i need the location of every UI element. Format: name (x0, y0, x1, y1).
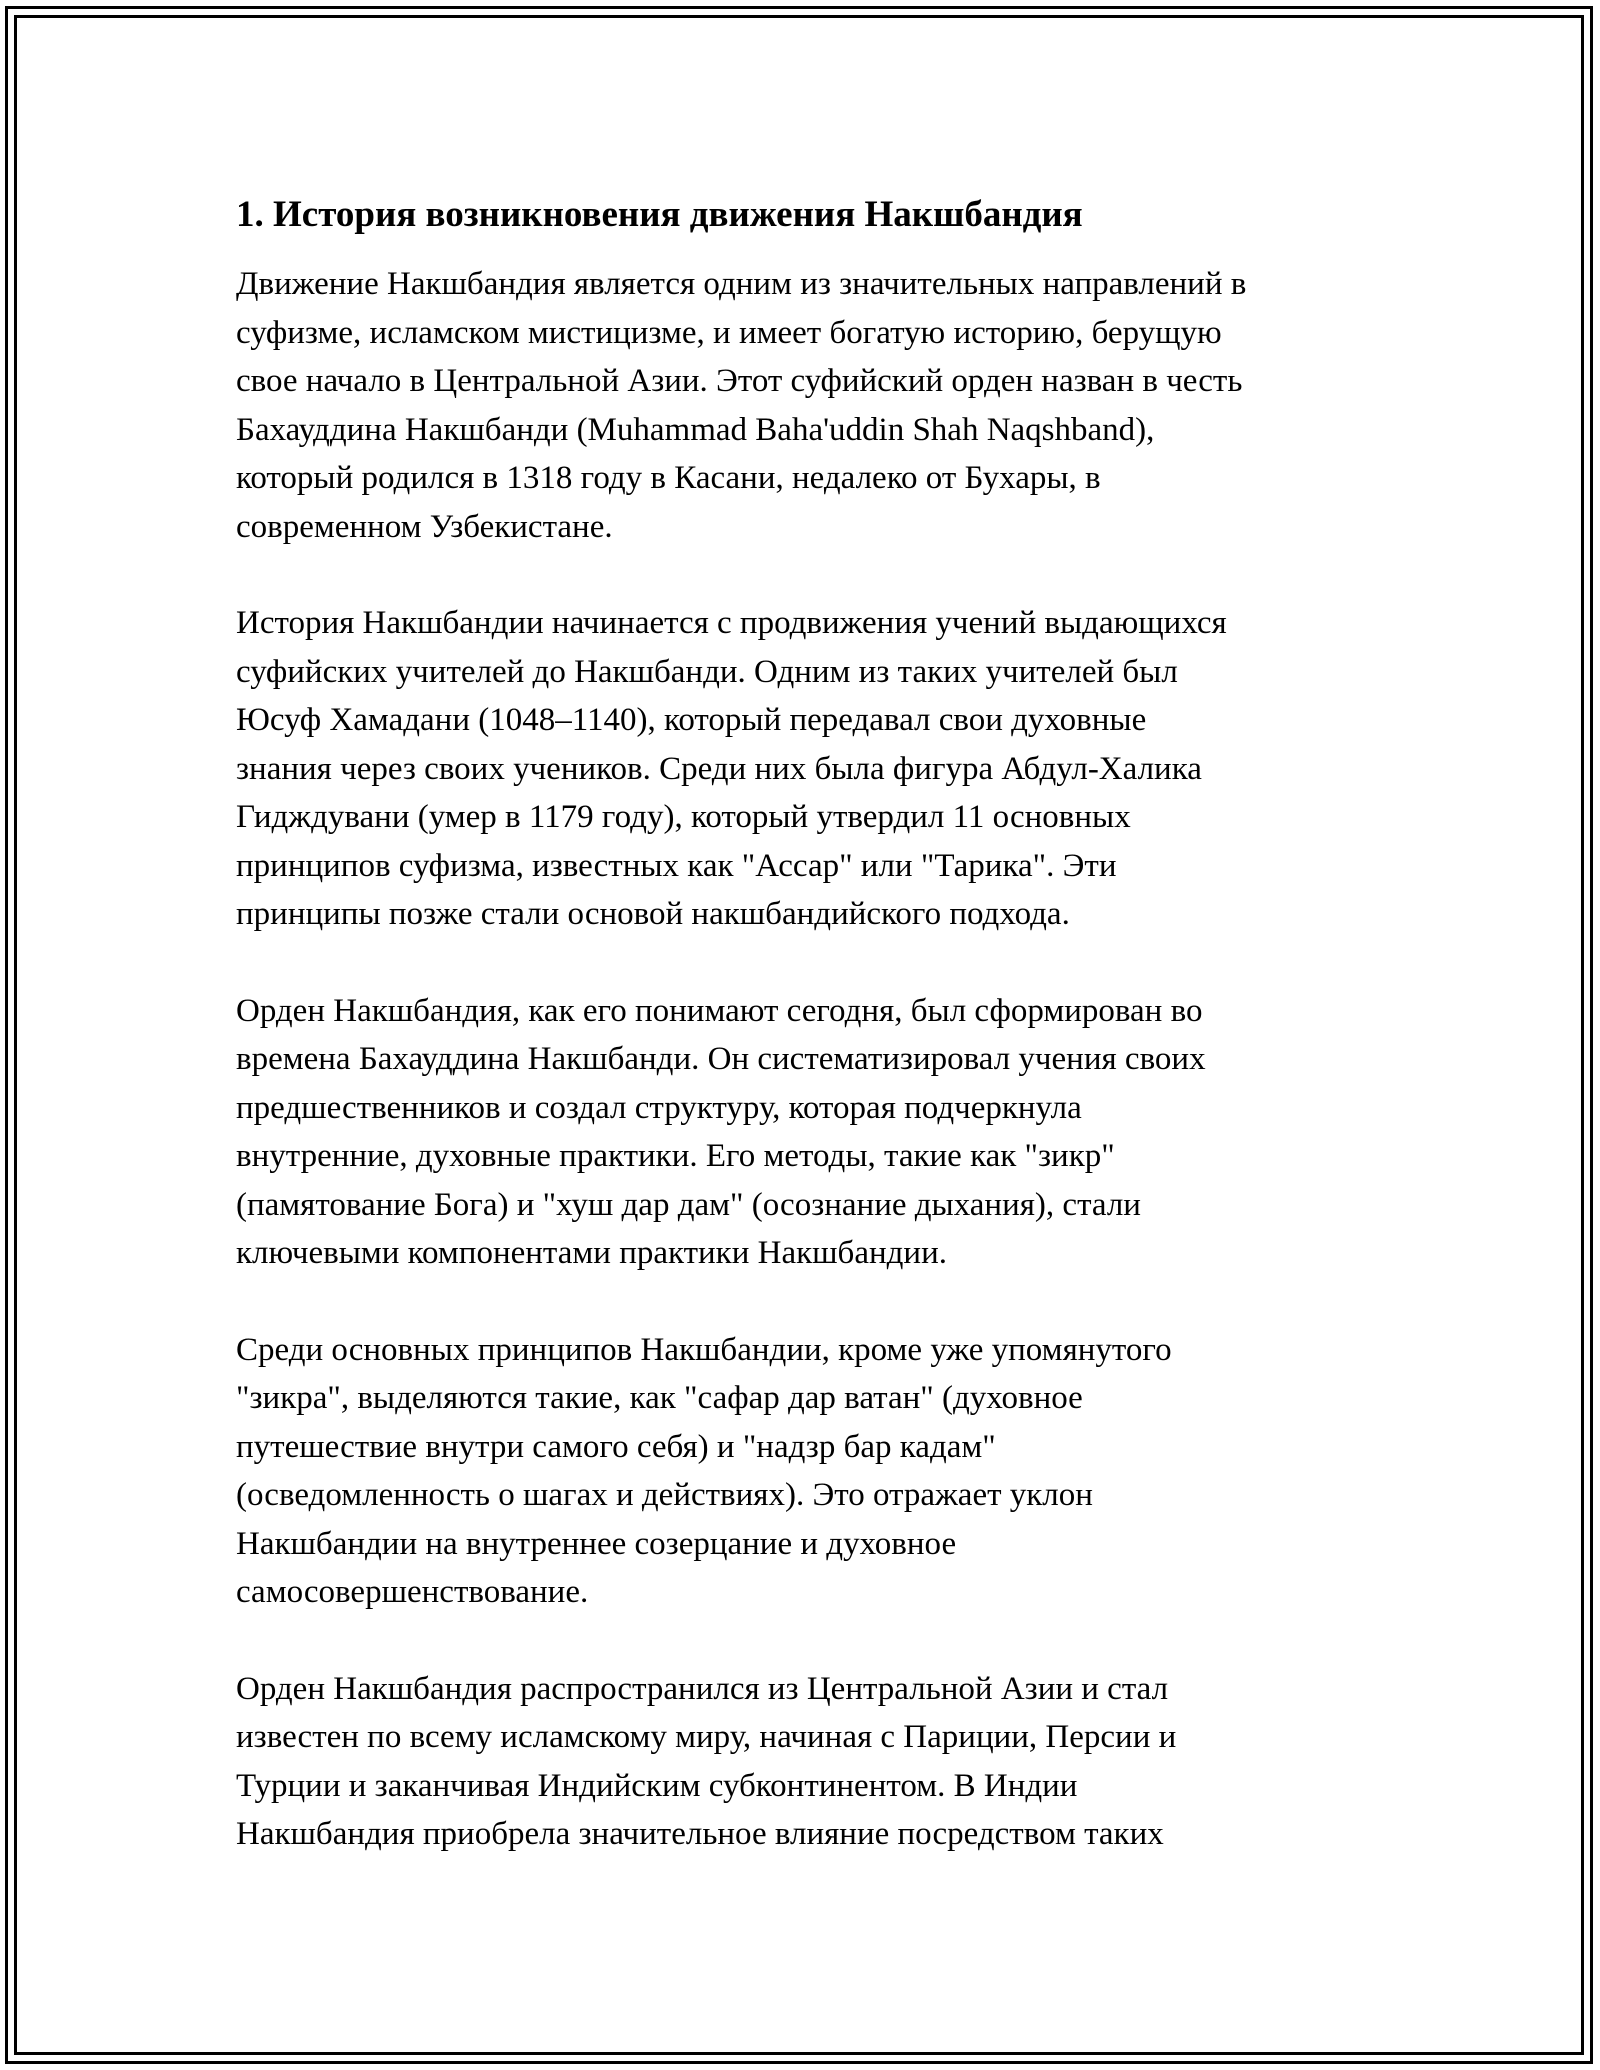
text-line: принципов суфизма, известных как "Ассар" или "Тарика". Эти (236, 847, 1117, 884)
text-line: Бахауддина Накшбанди (Muhammad Baha'uddin Shah Naqshband), (236, 411, 1155, 448)
text-line: (осведомленность о шагах и действиях). Это отражает уклон (236, 1477, 1093, 1513)
text-line: свое начало в Центральной Азии. Этот суфийский орден назван в честь (236, 363, 1243, 399)
text-line: знания через своих учеников. Среди них была фигура Абдул-Халика (236, 750, 1202, 787)
text-line: предшественников и создал структуру, которая подчеркнула (236, 1089, 1082, 1126)
text-line: Накшбандия приобрела значительное влияние посредством таких (236, 1816, 1164, 1852)
text-line: Среди основных принципов Накшбандии, кроме уже упомянутого (236, 1331, 1172, 1368)
paragraph-3 (236, 987, 1396, 1278)
text-line: Орден Накшбандия, как его понимают сегодня, был сформирован во (236, 992, 1203, 1029)
text-line: Движение Накшбандия является одним из значительных направлений в (236, 266, 1247, 302)
text-line: Юсуф Хамадани (1048–1140), который передавал свои духовные (236, 702, 1147, 738)
text-line: (памятование Бога) и "хуш дар дам" (осознание дыхания), стали (236, 1186, 1141, 1223)
text-line: который родился в 1318 году в Касани, недалеко от Бухары, в (236, 460, 1101, 496)
text-line: внутренние, духовные практики. Его методы, такие как "зикр" (236, 1138, 1115, 1174)
document-body (236, 190, 1396, 1907)
paragraph-2 (236, 599, 1396, 939)
paragraph-1 (236, 260, 1396, 551)
text-line: Турции и заканчивая Индийским субконтинентом. В Индии (236, 1767, 1078, 1804)
text-line: суфизме, исламском мистицизме, и имеет богатую историю, берущую (236, 314, 1222, 351)
text-line: суфийских учителей до Накшбанди. Одним из таких учителей был (236, 653, 1178, 690)
text-line: ключевыми компонентами практики Накшбандии. (236, 1235, 947, 1271)
text-line: времена Бахауддина Накшбанди. Он систематизировал учения своих (236, 1041, 1206, 1077)
text-line: Орден Накшбандия распространился из Центральной Азии и стал (236, 1670, 1169, 1707)
text-line: известен по всему исламскому миру, начиная с Париции, Персии и (236, 1719, 1177, 1755)
text-line: Накшбандии на внутреннее созерцание и духовное (236, 1525, 957, 1562)
text-line: Гидждувани (умер в 1179 году), который утвердил 11 основных (236, 799, 1131, 835)
text-line: современном Узбекистане. (236, 508, 613, 545)
text-line: путешествие внутри самого себя) и "надзр бар кадам" (236, 1428, 996, 1465)
text-line: самосовершенствование. (236, 1574, 589, 1610)
text-line: "зикра", выделяются такие, как "сафар дар ватан" (духовное (236, 1380, 1083, 1416)
paragraph-5 (236, 1665, 1396, 1859)
section-heading: 1. История возникновения движения Накшбандия (236, 194, 1083, 235)
text-line: принципы позже стали основой накшбандийского подхода. (236, 896, 1070, 932)
paragraph-4 (236, 1326, 1396, 1617)
text-line: История Накшбандии начинается с продвижения учений выдающихся (236, 605, 1227, 641)
